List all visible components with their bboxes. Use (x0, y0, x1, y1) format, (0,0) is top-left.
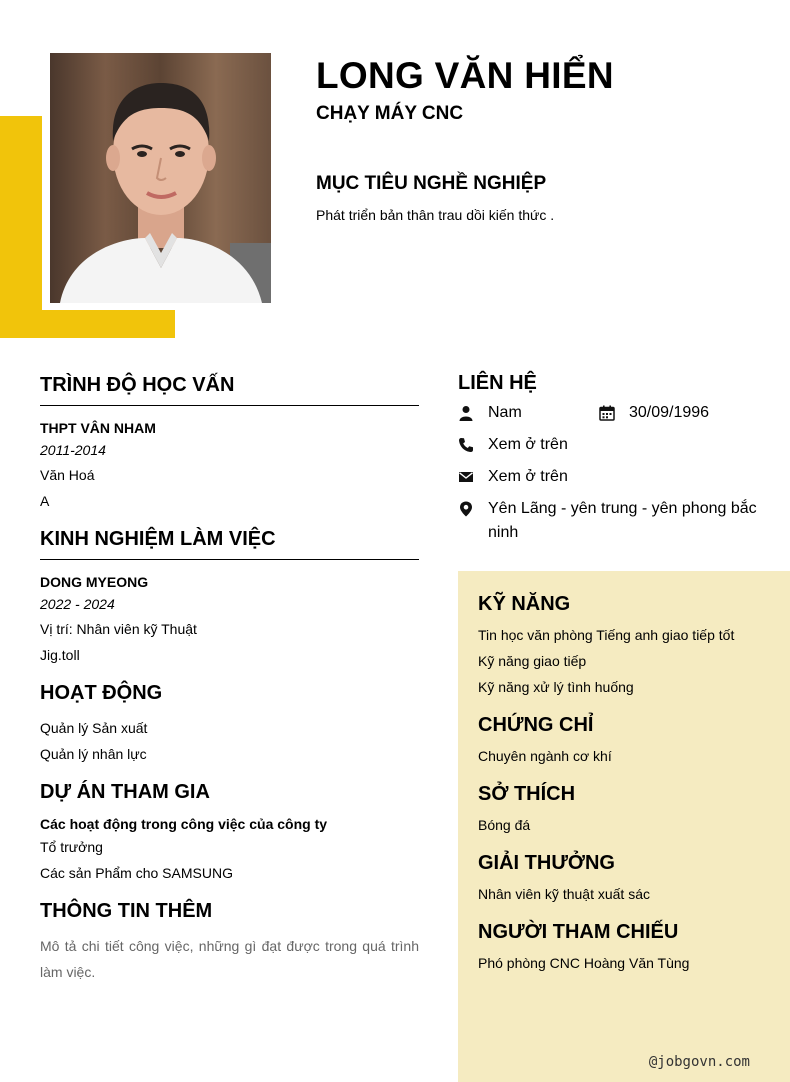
envelope-icon (458, 469, 474, 485)
more-info-section (40, 900, 419, 985)
person-icon (458, 405, 474, 421)
location-pin-icon (458, 501, 474, 517)
phone-icon (458, 437, 474, 453)
projects-heading: DỰ ÁN THAM GIA (40, 781, 210, 803)
candidate-name: LONG VĂN HIỂN (316, 55, 614, 96)
awards-section (478, 852, 770, 907)
award-item: Nhân viên kỹ thuật xuất sác (478, 886, 650, 902)
education-heading: TRÌNH ĐỘ HỌC VẤN (40, 374, 419, 406)
skill-item: Kỹ năng giao tiếp (478, 653, 587, 669)
education-major: Văn Hoá (40, 467, 95, 483)
sidebar-panel (458, 571, 790, 1082)
activity-item: Quản lý nhân lực (40, 746, 147, 762)
skills-section (478, 593, 770, 700)
hobbies-section (478, 783, 770, 838)
skills-heading: KỸ NĂNG (478, 593, 571, 615)
project-name: Các hoạt động trong công việc của công ty (40, 816, 328, 832)
calendar-icon (599, 405, 615, 421)
project-detail: Các sản Phẩm cho SAMSUNG (40, 865, 233, 881)
education-school: THPT VÂN NHAM (40, 420, 156, 436)
contact-address-row (458, 497, 758, 545)
projects-section (40, 781, 419, 886)
hobbies-heading: SỞ THÍCH (478, 783, 576, 805)
education-section (40, 374, 419, 514)
awards-heading: GIẢI THƯỞNG (478, 852, 615, 874)
project-role: Tổ trưởng (40, 839, 103, 855)
education-years: 2011-2014 (40, 442, 106, 458)
references-heading: NGƯỜI THAM CHIẾU (478, 921, 679, 943)
accent-bar-vertical (0, 116, 42, 338)
objective-heading: MỤC TIÊU NGHỀ NGHIỆP (316, 173, 547, 194)
reference-item: Phó phòng CNC Hoàng Văn Tùng (478, 955, 690, 971)
activities-section (40, 682, 419, 767)
education-grade: A (40, 493, 50, 509)
experience-company: DONG MYEONG (40, 574, 149, 590)
more-info-heading: THÔNG TIN THÊM (40, 900, 213, 922)
contact-section (458, 372, 758, 553)
activity-item: Quản lý Sản xuất (40, 720, 148, 736)
experience-position: Vị trí: Nhân viên kỹ Thuật (40, 621, 197, 637)
references-section (478, 921, 770, 976)
profile-photo (50, 53, 271, 303)
contact-phone: Xem ở trên (488, 436, 568, 453)
experience-years: 2022 - 2024 (40, 596, 115, 612)
contact-email-row (458, 465, 758, 489)
skill-item: Tin học văn phòng Tiếng anh giao tiếp tốt (478, 627, 735, 643)
contact-gender: Nam (488, 404, 522, 421)
certificates-section (478, 714, 770, 769)
contact-phone-row (458, 433, 758, 457)
watermark-text: @jobgovn.com (648, 1054, 750, 1070)
left-column (40, 374, 419, 985)
certificates-heading: CHỨNG CHỈ (478, 714, 594, 736)
contact-birthday-item (599, 401, 709, 425)
contact-address: Yên Lãng - yên trung - yên phong bắc ninh (488, 500, 757, 541)
more-info-text: Mô tả chi tiết công việc, những gì đạt được trong quá trình làm việc. (40, 938, 419, 980)
hobby-item: Bóng đá (478, 817, 531, 833)
contact-email: Xem ở trên (488, 468, 568, 485)
experience-heading: KINH NGHIỆM LÀM VIỆC (40, 528, 419, 560)
skill-item: Kỹ năng xử lý tình huống (478, 679, 634, 695)
accent-bar-horizontal (0, 310, 175, 338)
activities-heading: HOẠT ĐỘNG (40, 682, 163, 704)
contact-gender-row (458, 401, 758, 425)
experience-section (40, 528, 419, 668)
contact-heading: LIÊN HỆ (458, 372, 537, 394)
objective-text: Phát triển bản thân trau dồi kiến thức . (316, 207, 555, 223)
experience-detail: Jig.toll (40, 647, 80, 663)
contact-birthday: 30/09/1996 (629, 404, 710, 421)
certificate-item: Chuyên ngành cơ khí (478, 748, 612, 764)
job-title: CHẠY MÁY CNC (316, 103, 464, 124)
